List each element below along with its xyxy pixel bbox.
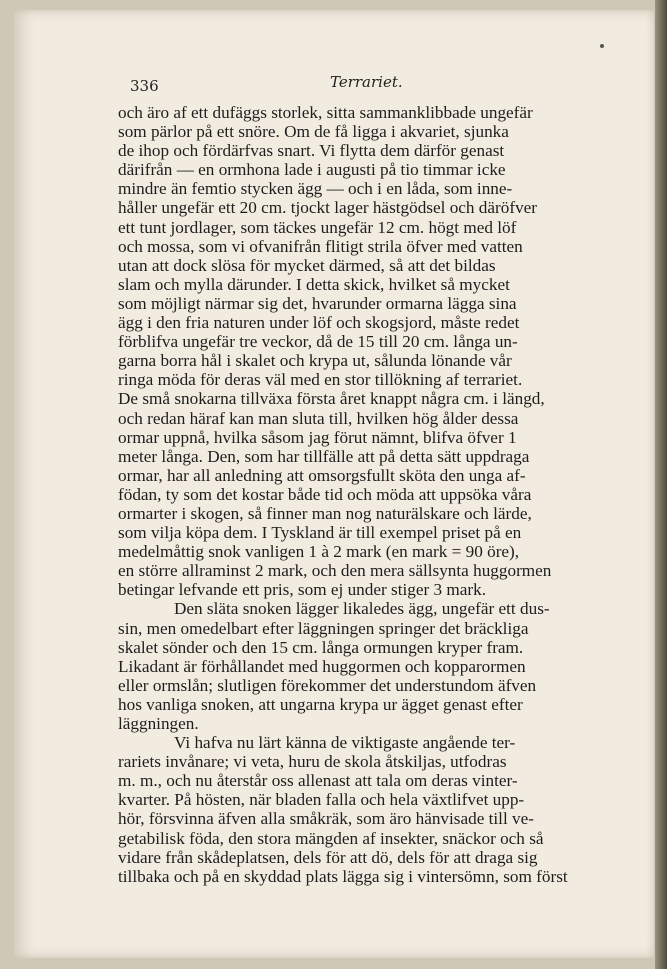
text-line: Likadant är förhållandet med huggormen och kopparormen <box>118 656 526 676</box>
text-line: utan att dock slösa för mycket därmed, så att det bildas <box>118 255 496 275</box>
text-line: förblifva ungefär tre veckor, då de 15 till 20 cm. långa un- <box>118 332 518 352</box>
text-line: en större allraminst 2 mark, och den mera sällsynta huggormen <box>118 561 552 581</box>
text-line: ett tunt jordlager, som täckes ungefär 12 cm. högt med löf <box>118 217 517 237</box>
text-line: därifrån — en ormhona lade i augusti på tio timmar icke <box>118 160 506 180</box>
text-line: ringa möda för deras väl med en stor tillökning af terrariet. <box>118 370 523 390</box>
text-line: mindre än femtio stycken ägg — och i en låda, som inne- <box>118 179 513 199</box>
text-line: som möjligt närmar sig det, hvarunder ormarna lägga sina <box>118 293 517 313</box>
text-line: som vilja köpa dem. I Tyskland är till exempel priset på en <box>118 523 522 543</box>
text-line: och mossa, som vi ofvanifrån flitigt strila öfver med vatten <box>118 236 523 256</box>
book-spine-edge <box>655 0 667 969</box>
text-line: skalet sönder och den 15 cm. långa ormungen kryper fram. <box>118 637 524 657</box>
text-line: Vi hafva nu lärt känna de viktigaste angående ter- <box>174 733 516 753</box>
body-text <box>118 103 613 886</box>
text-line: meter långa. Den, som har tillfälle att på detta sätt uppdraga <box>118 446 530 466</box>
text-line: betingar lefvande ett pris, som ej under stiger 3 mark. <box>118 580 486 600</box>
text-line: kvarter. På hösten, när bladen falla och hela växtlifvet upp- <box>118 790 525 810</box>
text-line: medelmåttig snok vanligen 1 à 2 mark (en mark = 90 öre), <box>118 542 520 562</box>
text-line: de ihop och fördärfvas snart. Vi flytta dem därför genast <box>118 141 505 161</box>
text-line: läggningen. <box>118 714 199 733</box>
text-line: födan, ty som det kostar både tid och möda att uppsöka våra <box>118 484 532 504</box>
text-line: och redan häraf kan man sluta till, hvilken hög ålder dessa <box>118 408 519 428</box>
text-line: slam och mylla därunder. I detta skick, hvilket så mycket <box>118 274 510 294</box>
text-line: rariets invånare; vi veta, huru de skola åtskiljas, utfodras <box>118 752 507 772</box>
text-line: ägg i den fria naturen under löf och skogsjord, måste redet <box>118 313 520 333</box>
text-line: m. m., och nu återstår oss allenast att tala om deras vinter- <box>118 771 518 791</box>
text-line: Den släta snoken lägger likaledes ägg, ungefär ett dus- <box>174 599 550 619</box>
text-line: ormar uppnå, hvilka såsom jag förut nämnt, blifva öfver 1 <box>118 427 517 447</box>
text-line: De små snokarna tillväxa första året knappt några cm. i längd, <box>118 389 545 409</box>
text-line: eller ormslån; slutligen förekommer det understundom äfven <box>118 675 537 695</box>
text-line: och äro af ett dufäggs storlek, sitta sammanklibbade ungefär <box>118 103 533 122</box>
text-line: getabilisk föda, den stora mängden af insekter, snäckor och så <box>118 828 544 848</box>
text-line: ormarter i skogen, så finner man nog naturälskare och lärde, <box>118 503 532 523</box>
ink-speck <box>600 44 604 48</box>
running-title: Terrariet. <box>330 73 403 91</box>
text-line: vidare från skådeplatsen, dels för att dö, dels för att draga sig <box>118 847 538 867</box>
text-line: håller ungefär ett 20 cm. tjockt lager hästgödsel och däröfver <box>118 198 538 218</box>
page-header <box>130 73 600 101</box>
text-line: tillbaka och på en skyddad plats lägga sig i vintersömn, som först <box>118 866 568 886</box>
text-line: som pärlor på ett snöre. Om de få ligga i akvariet, sjunka <box>118 122 509 142</box>
text-line: hos vanliga snoken, att ungarna krypa ur ägget genast efter <box>118 694 523 714</box>
text-line: ormar, har all anledning att omsorgsfullt sköta den unga af- <box>118 465 526 485</box>
text-line: hör, försvinna äfven alla småkräk, som äro hänvisade till ve- <box>118 809 534 829</box>
text-line: garna borra hål i skalet och krypa ut, sålunda lönande vår <box>118 351 512 371</box>
page-number: 336 <box>130 77 159 95</box>
text-line: sin, men omedelbart efter läggningen springer det bräckliga <box>118 618 529 638</box>
